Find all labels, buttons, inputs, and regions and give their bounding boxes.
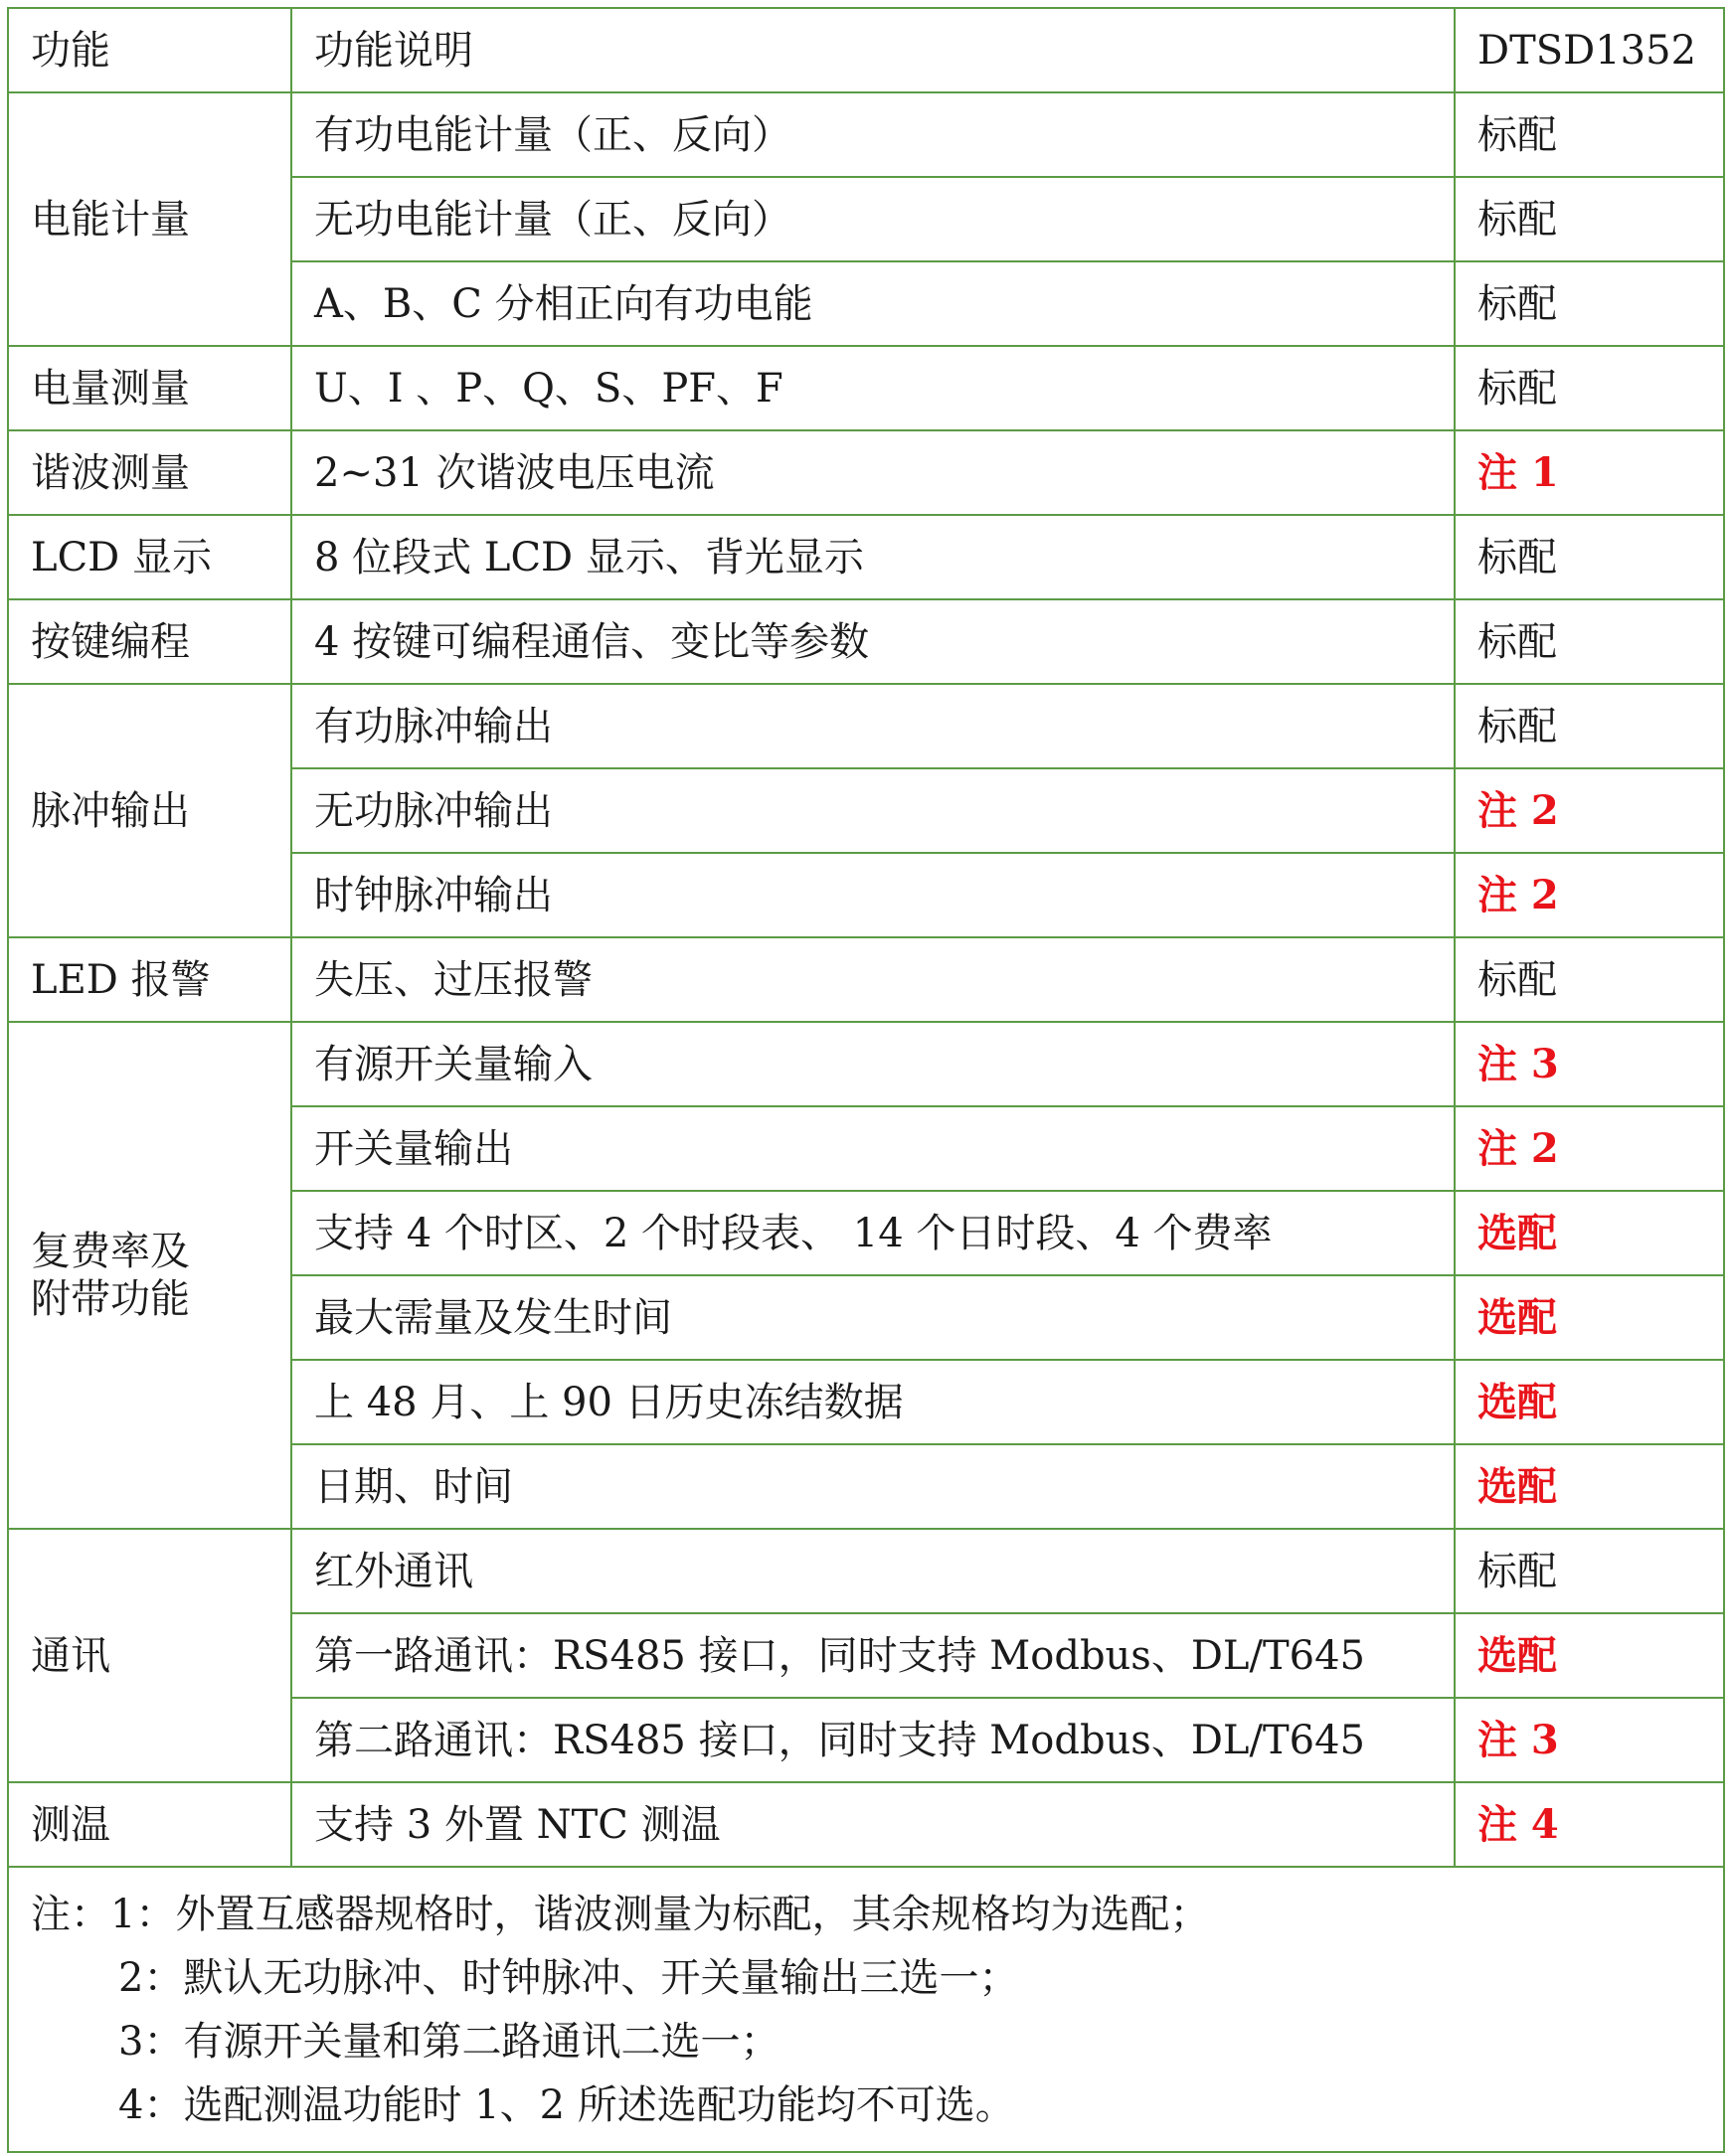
table-row bbox=[8, 515, 1724, 599]
notes-row bbox=[8, 1867, 1724, 2152]
row-value: 标配 bbox=[1455, 1529, 1724, 1613]
row-value: 注 3 bbox=[1455, 1022, 1724, 1106]
row-value: 标配 bbox=[1455, 92, 1724, 177]
row-desc: 无功电能计量（正、反向） bbox=[291, 177, 1455, 261]
row-value: 标配 bbox=[1455, 937, 1724, 1022]
row-value: 标配 bbox=[1455, 177, 1724, 261]
row-desc: 有功脉冲输出 bbox=[291, 684, 1455, 768]
table-row bbox=[8, 937, 1724, 1022]
row-value: 注 2 bbox=[1455, 1106, 1724, 1191]
row-desc: 红外通讯 bbox=[291, 1529, 1455, 1613]
row-desc: 8 位段式 LCD 显示、背光显示 bbox=[291, 515, 1455, 599]
function-spec-table bbox=[7, 7, 1725, 2153]
header-model: DTSD1352 bbox=[1455, 8, 1724, 92]
row-value: 注 3 bbox=[1455, 1698, 1724, 1782]
group-comm: 通讯 bbox=[8, 1529, 291, 1782]
notes-cell bbox=[8, 1867, 1724, 2152]
row-desc: 支持 4 个时区、2 个时段表、 14 个日时段、4 个费率 bbox=[291, 1191, 1455, 1275]
row-desc: 第二路通讯：RS485 接口，同时支持 Modbus、DL/T645 bbox=[291, 1698, 1455, 1782]
row-desc: 时钟脉冲输出 bbox=[291, 853, 1455, 937]
row-value: 注 1 bbox=[1455, 430, 1724, 515]
table-row bbox=[8, 684, 1724, 768]
header-row bbox=[8, 8, 1724, 92]
group-temp: 测温 bbox=[8, 1782, 291, 1867]
group-multirate-line2: 附带功能 bbox=[31, 1276, 190, 1322]
note-line: 注：1：外置互感器规格时，谐波测量为标配，其余规格均为选配； bbox=[31, 1891, 1210, 1937]
row-value: 标配 bbox=[1455, 599, 1724, 684]
row-value: 标配 bbox=[1455, 515, 1724, 599]
table-row bbox=[8, 1782, 1724, 1867]
row-value: 注 2 bbox=[1455, 768, 1724, 853]
group-keys: 按键编程 bbox=[8, 599, 291, 684]
row-desc: 4 按键可编程通信、变比等参数 bbox=[291, 599, 1455, 684]
row-desc: 支持 3 外置 NTC 测温 bbox=[291, 1782, 1455, 1867]
row-desc: 开关量输出 bbox=[291, 1106, 1455, 1191]
header-function: 功能 bbox=[8, 8, 291, 92]
row-desc: 第一路通讯：RS485 接口，同时支持 Modbus、DL/T645 bbox=[291, 1613, 1455, 1698]
table-row bbox=[8, 599, 1724, 684]
table-row bbox=[8, 346, 1724, 430]
row-desc: 2~31 次谐波电压电流 bbox=[291, 430, 1455, 515]
header-description: 功能说明 bbox=[291, 8, 1455, 92]
row-desc: 有功电能计量（正、反向） bbox=[291, 92, 1455, 177]
row-value: 选配 bbox=[1455, 1360, 1724, 1444]
group-multirate-line1: 复费率及 bbox=[31, 1229, 190, 1274]
table-row bbox=[8, 430, 1724, 515]
note-line: 4：选配测温功能时 1、2 所述选配功能均不可选。 bbox=[118, 2081, 1015, 2128]
row-desc: 无功脉冲输出 bbox=[291, 768, 1455, 853]
row-desc: 最大需量及发生时间 bbox=[291, 1275, 1455, 1360]
group-electric: 电量测量 bbox=[8, 346, 291, 430]
row-value: 选配 bbox=[1455, 1191, 1724, 1275]
group-harmonic: 谐波测量 bbox=[8, 430, 291, 515]
row-value: 选配 bbox=[1455, 1613, 1724, 1698]
row-desc: U、I 、P、Q、S、PF、F bbox=[291, 346, 1455, 430]
note-line: 3：有源开关量和第二路通讯二选一； bbox=[118, 2018, 780, 2065]
note-line: 2：默认无功脉冲、时钟脉冲、开关量输出三选一； bbox=[118, 1954, 1019, 2001]
row-value: 选配 bbox=[1455, 1444, 1724, 1529]
row-value: 注 4 bbox=[1455, 1782, 1724, 1867]
group-multirate bbox=[8, 1022, 291, 1529]
row-desc: A、B、C 分相正向有功电能 bbox=[291, 261, 1455, 346]
row-desc: 有源开关量输入 bbox=[291, 1022, 1455, 1106]
row-value: 注 2 bbox=[1455, 853, 1724, 937]
group-led: LED 报警 bbox=[8, 937, 291, 1022]
row-value: 标配 bbox=[1455, 346, 1724, 430]
group-lcd: LCD 显示 bbox=[8, 515, 291, 599]
row-value: 标配 bbox=[1455, 261, 1724, 346]
table-row bbox=[8, 92, 1724, 177]
row-desc: 日期、时间 bbox=[291, 1444, 1455, 1529]
row-value: 标配 bbox=[1455, 684, 1724, 768]
row-desc: 上 48 月、上 90 日历史冻结数据 bbox=[291, 1360, 1455, 1444]
row-desc: 失压、过压报警 bbox=[291, 937, 1455, 1022]
table-row bbox=[8, 1529, 1724, 1613]
row-value: 选配 bbox=[1455, 1275, 1724, 1360]
group-pulse: 脉冲输出 bbox=[8, 684, 291, 937]
group-energy: 电能计量 bbox=[8, 92, 291, 346]
table-row bbox=[8, 1022, 1724, 1106]
